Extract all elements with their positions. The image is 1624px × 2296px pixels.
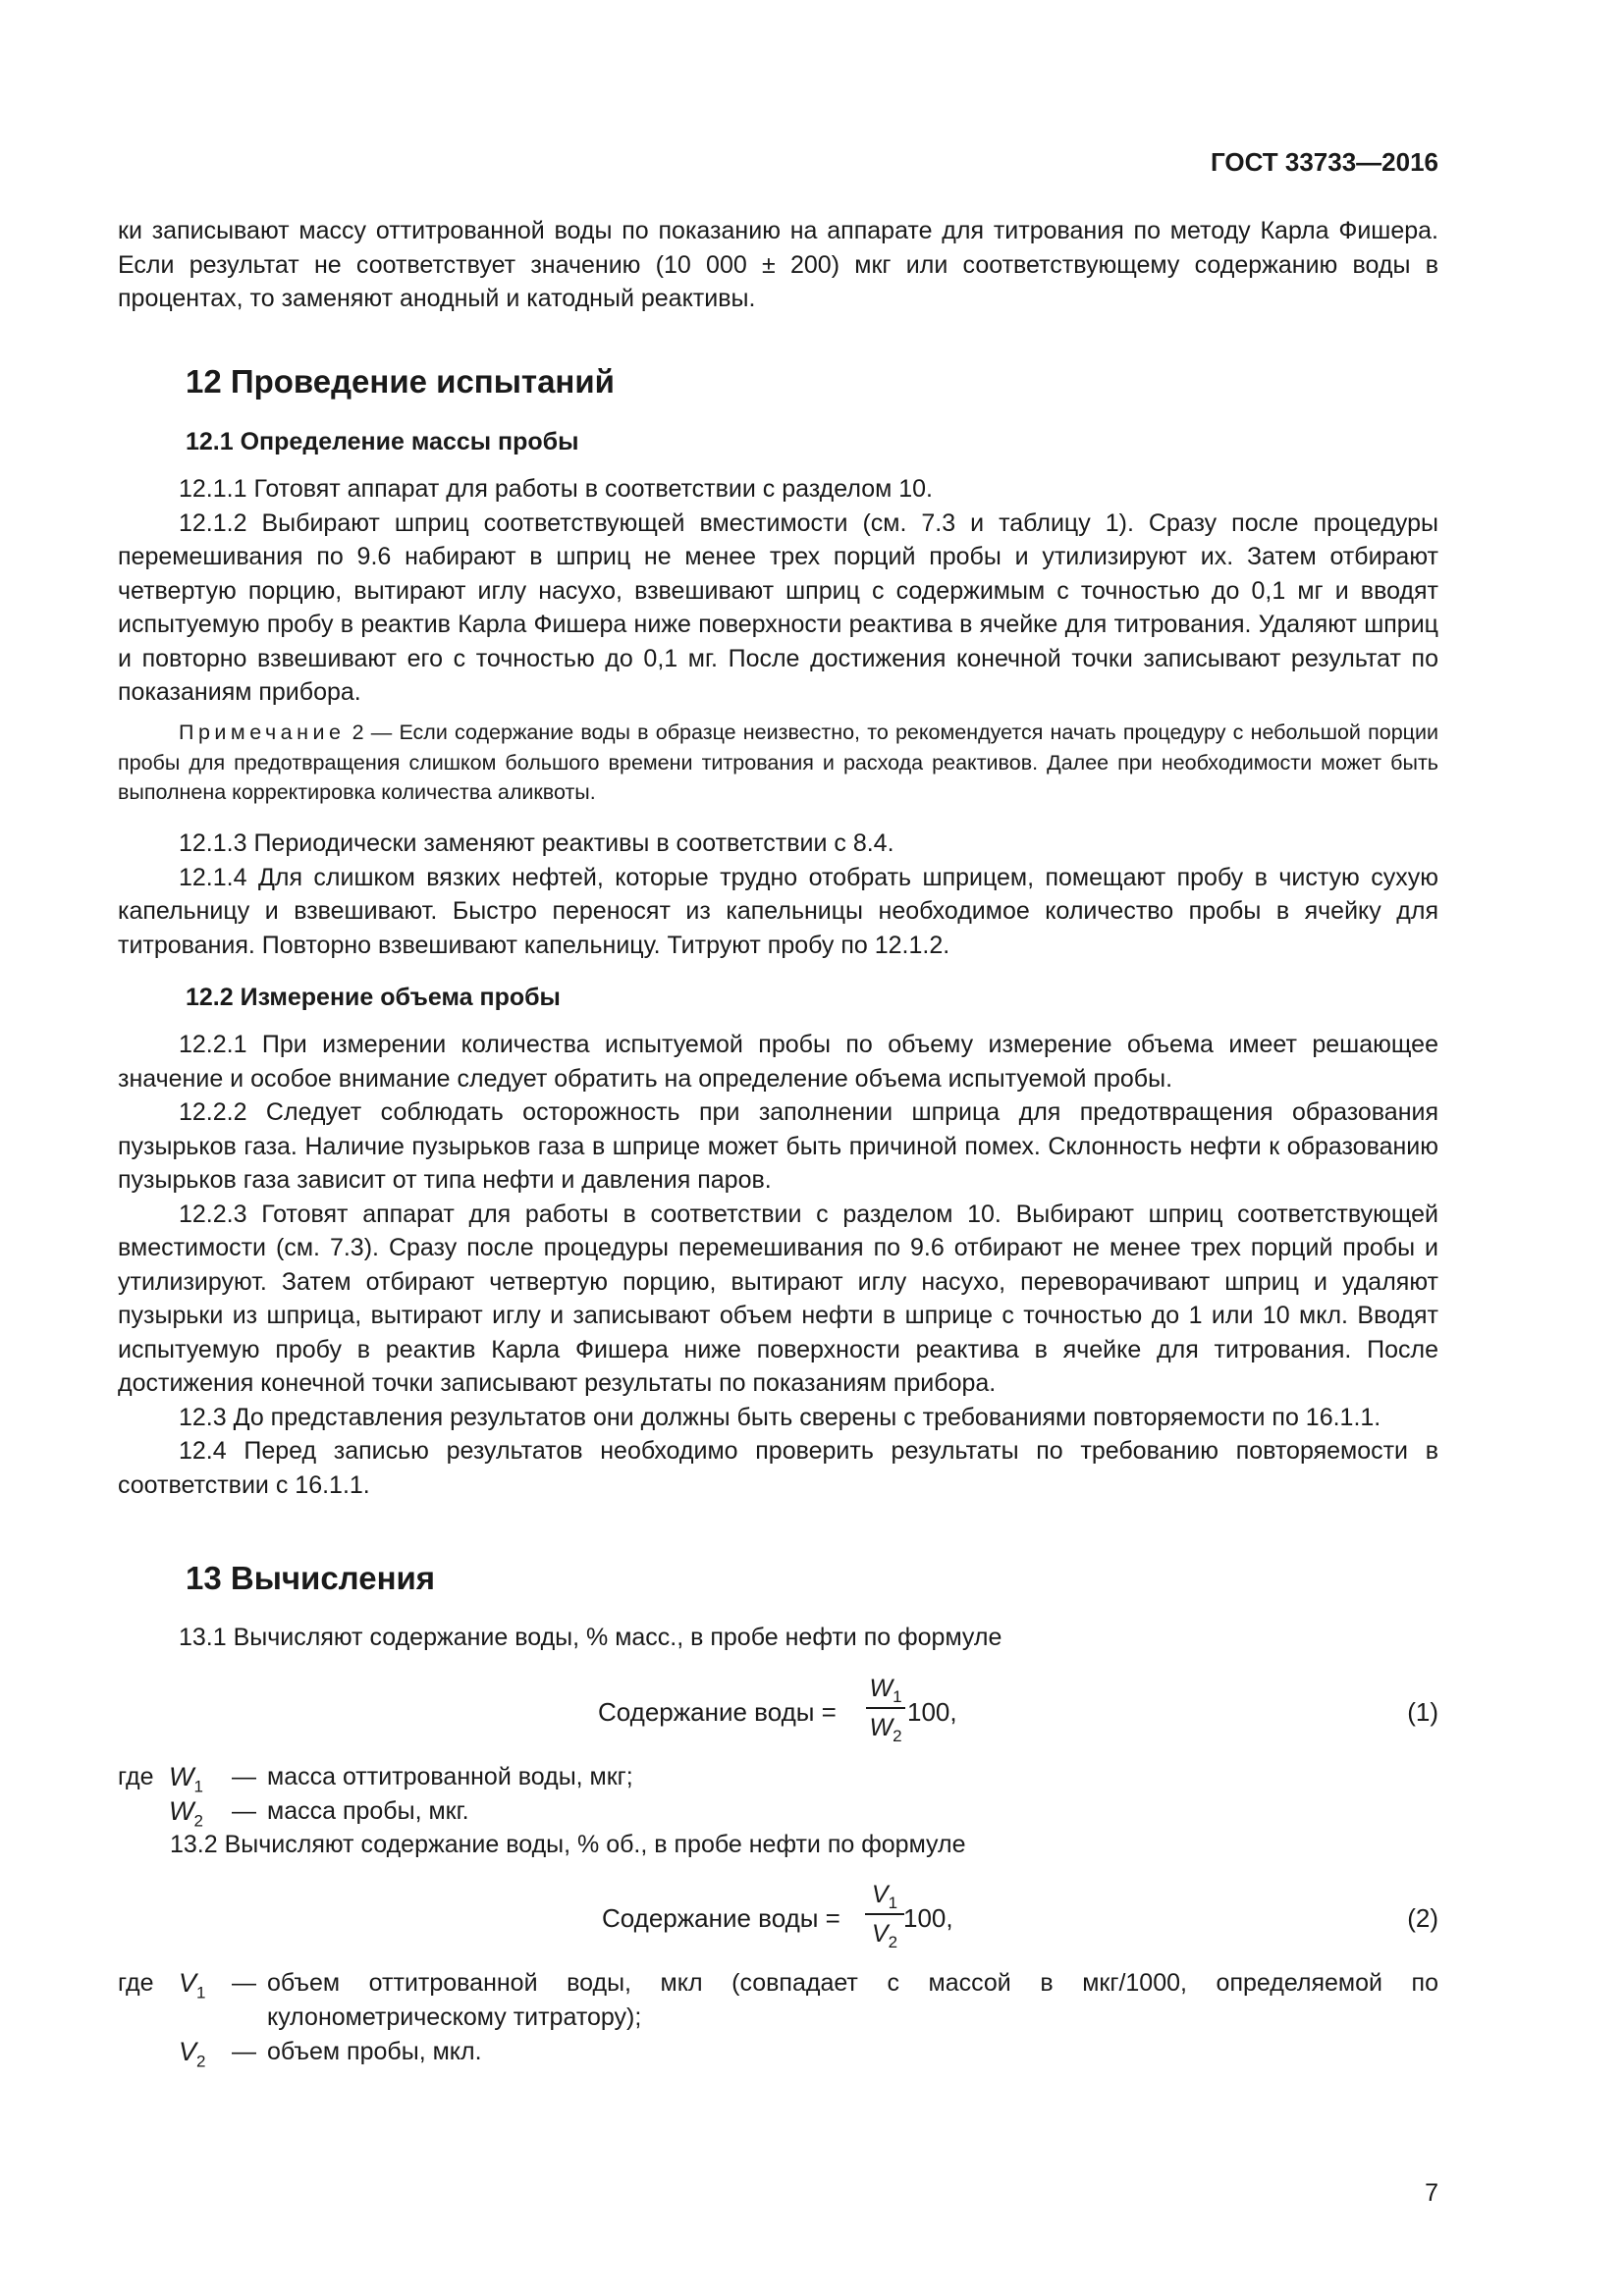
paragraph-13-2: 13.2 Вычисляют содержание воды, % об., в пробе нефти по формуле: [170, 1831, 966, 1858]
paragraph-13-1: 13.1 Вычисляют содержание воды, % масс., в пробе нефти по формуле: [179, 1624, 1002, 1651]
section-12-2-body: [118, 1028, 1438, 1502]
note-text: 2 — Если содержание воды в образце неизвестно, то рекомендуется начать процедуру с небольшой порции пробы для предотвращения слишком большого времени титрования и расхода реактивов. Далее при необходимости может быть выполнена корректировка количества аликвоты.: [118, 721, 1438, 804]
formula-1-legend: [118, 1760, 1438, 1829]
section-12-1-body: [118, 472, 1438, 710]
paragraph-12-2-3: 12.2.3 Готовят аппарат для работы в соответствии с разделом 10. Выбирают шприц соответствующей вместимости (см. 7.3). Сразу после процедуры перемешивания по 9.6 отбирают не менее трех порций пробы и утилизируют. Затем отбирают четвертую порцию, вытирают иглу насухо, переворачивают шприц и удаляют пузырьки из шприца, вытирают иглу и записывают объем нефти в шприце с точностью до 1 или 10 мкл. Вводят испытуемую пробу в реактив Карла Фишера ниже поверхности реактива в ячейке для титрования. После достижения конечной точки записывают результаты по показаниям прибора.: [118, 1200, 1438, 1397]
intro-paragraph: ки записывают массу оттитрованной воды по показанию на аппарате для титрования по методу Карла Фишера. Если результат не соответствует значению (10 000 ± 200) мкг или соответствующему содержанию воды в процентах, то заменяют анодный и катодный реактивы.: [118, 217, 1438, 312]
paragraph-12-1-4: 12.1.4 Для слишком вязких нефтей, которые трудно отобрать шприцем, помещают пробу в чистую сухую капельницу и взвешивают. Быстро переносят из капельницы необходимое количество пробы в ячейку для титрования. Повторно взвешивают капельницу. Титруют пробу по 12.1.2.: [118, 863, 1438, 959]
legend-row: $V_2$ — объем пробы, мкл.: [179, 2037, 482, 2071]
paragraph-12-2-2: 12.2.2 Следует соблюдать осторожность при заполнении шприца для предотвращения образования пузырьков газа. Наличие пузырьков газа в шприце может быть причиной помех. Склонность нефти к образованию пузырьков газа зависит от типа нефти и давления паров.: [118, 1098, 1438, 1194]
paragraph-12-1-1: 12.1.1 Готовят аппарат для работы в соответствии с разделом 10.: [179, 475, 933, 503]
legend-row: где $V_1$ — объем оттитрованной воды, мкл (совпадает с массой в мкг/1000, определяемой по кулонометрическому титратору);: [118, 1968, 1438, 2031]
paragraph-12-2-1: 12.2.1 При измерении количества испытуемой пробы по объему измерение объема имеет решающее значение и особое внимание следует обратить на определение объема испытуемой пробы.: [118, 1031, 1438, 1093]
paragraph-12-1-3: 12.1.3 Периодически заменяют реактивы в соответствии с 8.4.: [179, 829, 894, 857]
paragraph-12-1-2: 12.1.2 Выбирают шприц соответствующей вместимости (см. 7.3 и таблицу 1). Сразу после процедуры перемешивания по 9.6 набирают в шприц не менее трех порций пробы и утилизируют их. Затем отбирают четвертую порцию, вытирают иглу насухо, взвешивают шприц с содержимым с точностью до 0,1 мг и вводят испытуемую пробу в реактив Карла Фишера ниже поверхности реактива в ячейке для титрования. Удаляют шприц и повторно взвешивают его с точностью до 0,1 мг. После достижения конечной точки записывают результат по показаниям прибора.: [118, 508, 1438, 706]
note-label: Примечание: [179, 721, 346, 744]
paragraph-12-4: 12.4 Перед записью результатов необходимо проверить результаты по требованию повторяемости в соответствии с 16.1.1.: [118, 1437, 1438, 1499]
standard-code: ГОСТ 33733—2016: [1211, 147, 1438, 177]
section-12-title: 12 Проведение испытаний: [186, 363, 615, 400]
legend-row: $W_2$ — масса пробы, мкг.: [169, 1796, 469, 1831]
formula-1-factor: 100,: [907, 1697, 957, 1727]
formula-2: Содержание воды = $V_1$ $V_2$ 100, (2): [602, 1881, 1438, 1951]
formula-2-factor: 100,: [903, 1903, 953, 1933]
formula-2-label: Содержание воды =: [602, 1903, 840, 1933]
equation-number-2: (2): [1407, 1903, 1438, 1933]
formula-1-label: Содержание воды =: [598, 1697, 837, 1727]
section-13-title: 13 Вычисления: [186, 1560, 436, 1596]
subsection-12-1-title: 12.1 Определение массы пробы: [186, 428, 579, 455]
note-2: [118, 718, 1438, 808]
section-12-1-body-cont: [118, 827, 1438, 962]
equation-number-1: (1): [1407, 1697, 1438, 1727]
paragraph-12-3: 12.3 До представления результатов они должны быть сверены с требованиями повторяемости по 16.1.1.: [179, 1403, 1381, 1431]
formula-2-legend: [118, 1966, 1438, 2069]
legend-row: где $W_1$ — масса оттитрованной воды, мкг;: [118, 1762, 633, 1796]
subsection-12-2-title: 12.2 Измерение объема пробы: [186, 984, 561, 1011]
page-number: 7: [1425, 2179, 1438, 2207]
formula-1: Содержание воды = $W_1$ $W_2$ 100, (1): [598, 1675, 1438, 1745]
